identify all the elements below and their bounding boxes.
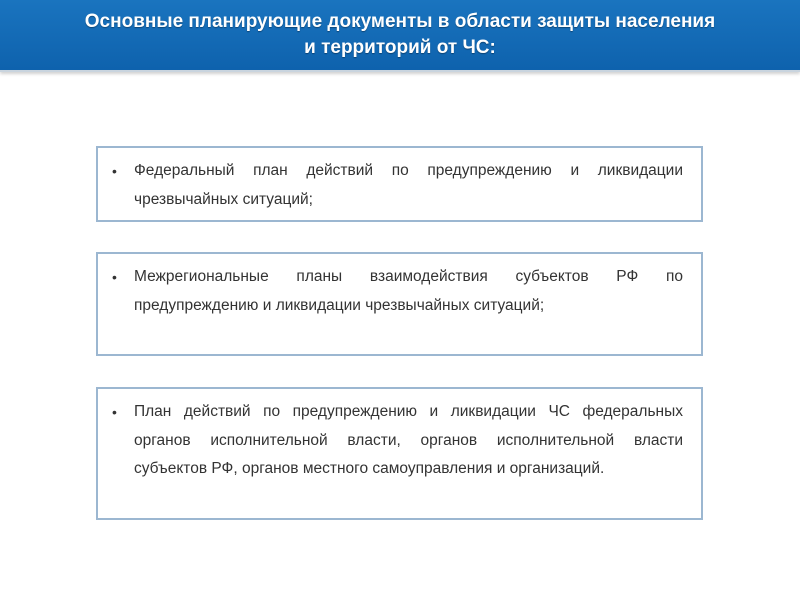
document-box-action-plan	[96, 387, 703, 520]
bullet-icon: •	[112, 404, 117, 420]
page-title-line-1: Основные планирующие документы в области защиты населения	[84, 11, 716, 32]
list-item-text: Федеральный план действий по предупреждению и ликвидации чрезвычайных ситуаций;	[134, 162, 683, 208]
bullet-icon: •	[112, 269, 117, 285]
document-box-interregional-plans	[96, 252, 703, 356]
page-title-line-2: и территорий от ЧС:	[304, 37, 496, 58]
list-item-text: Межрегиональные планы взаимодействия субъектов РФ по предупреждению и ликвидации чрезвычайных ситуаций;	[134, 268, 683, 314]
bullet-icon: •	[112, 163, 117, 179]
list-item	[112, 157, 683, 214]
list-item	[112, 398, 683, 484]
header-banner	[0, 0, 800, 72]
list-item-text: План действий по предупреждению и ликвидации ЧС федеральных органов исполнительной власти, органов исполнительной власти субъектов РФ, органов местного самоуправления и организаций.	[134, 403, 683, 477]
page-title	[65, 9, 735, 61]
list-item	[112, 263, 683, 320]
document-box-federal-plan	[96, 146, 703, 222]
